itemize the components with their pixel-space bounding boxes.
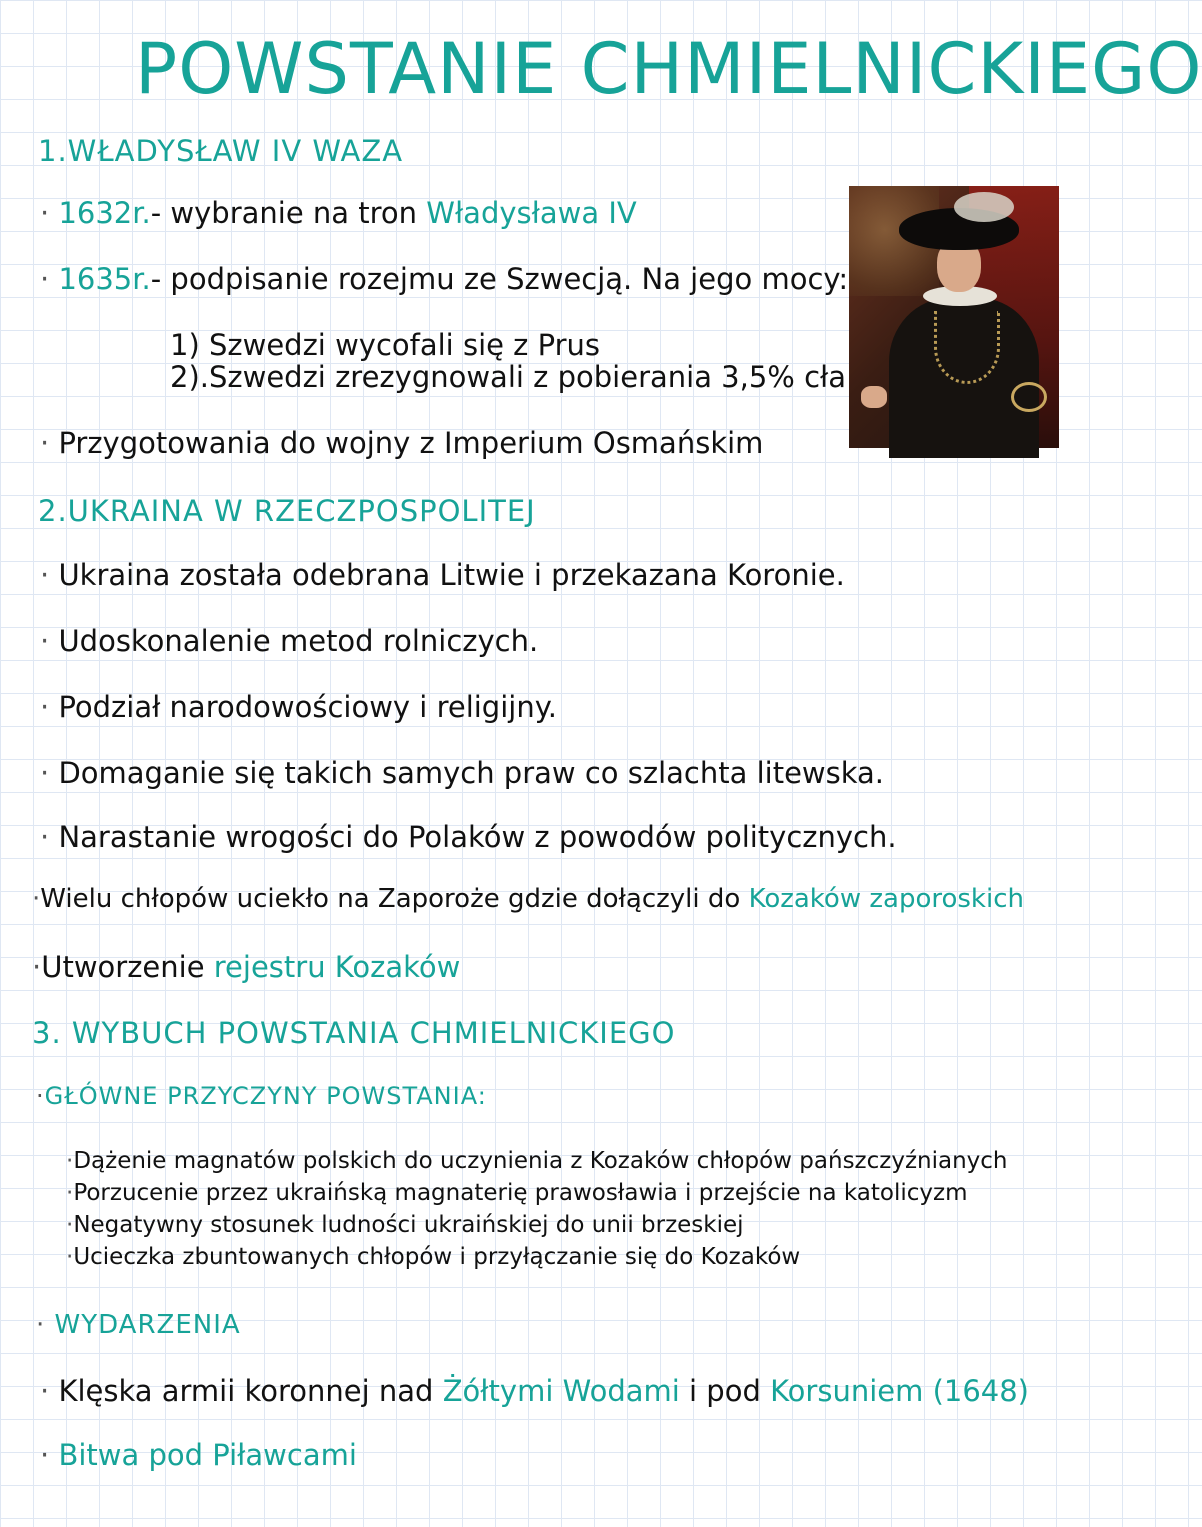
cause-item: ·Dążenie magnatów polskich do uczynienia z Kozaków chłopów pańszczyźnianych [66, 1148, 1008, 1174]
list-item: · 1632r.- wybranie na tron Władysława IV [40, 196, 637, 230]
list-item: · Domaganie się takich samych praw co szlachta litewska. [40, 756, 885, 790]
events-heading: · WYDARZENIA [36, 1310, 241, 1340]
list-item: · Ukraina została odebrana Litwie i przekazana Koronie. [40, 558, 845, 592]
event-item: · Klęska armii koronnej nad Żółtymi Wodami i pod Korsuniem (1648) [40, 1374, 1029, 1408]
date: 1635r. [58, 262, 151, 296]
cause-item: ·Negatywny stosunek ludności ukraińskiej do unii brzeskiej [66, 1212, 744, 1238]
highlight-term: Korsuniem (1648) [770, 1374, 1029, 1408]
list-item: ·Wielu chłopów uciekło na Zaporoże gdzie dołączyli do Kozaków zaporoskich [32, 884, 1024, 914]
date: 1632r. [58, 196, 151, 230]
list-item: · 1635r.- podpisanie rozejmu ze Szwecją. Na jego mocy: [40, 262, 849, 296]
page-title: POWSTANIE CHMIELNICKIEGO [135, 28, 1202, 110]
highlight-term: Kozaków zaporoskich [748, 884, 1024, 914]
list-item: · Podział narodowościowy i religijny. [40, 690, 557, 724]
cause-item: ·Porzucenie przez ukraińską magnaterię prawosławia i przejście na katolicyzm [66, 1180, 968, 1206]
list-item: · Przygotowania do wojny z Imperium Osmańskim [40, 426, 764, 460]
section-2-heading: 2.UKRAINA W RZECZPOSPOLITEJ [38, 494, 536, 528]
portrait-image [849, 186, 1059, 448]
list-item: · Narastanie wrogości do Polaków z powodów politycznych. [40, 820, 897, 854]
causes-heading: ·GŁÓWNE PRZYCZYNY POWSTANIA: [36, 1082, 487, 1110]
highlight-term: Władysława IV [426, 196, 637, 230]
cause-item: ·Ucieczka zbuntowanych chłopów i przyłączanie się do Kozaków [66, 1244, 801, 1270]
event-item: · Bitwa pod Piławcami [40, 1438, 357, 1472]
section-1-heading: 1.WŁADYSŁAW IV WAZA [38, 134, 404, 168]
section-3-heading: 3. WYBUCH POWSTANIA CHMIELNICKIEGO [32, 1016, 676, 1050]
highlight-term: Żółtymi Wodami [442, 1374, 680, 1408]
sub-item: 1) Szwedzi wycofali się z Prus [170, 328, 601, 362]
list-item: ·Utworzenie rejestru Kozaków [32, 950, 461, 984]
sub-item: 2).Szwedzi zrezygnowali z pobierania 3,5% cła [170, 360, 847, 394]
highlight-term: rejestru Kozaków [213, 950, 461, 984]
list-item: · Udoskonalenie metod rolniczych. [40, 624, 539, 658]
